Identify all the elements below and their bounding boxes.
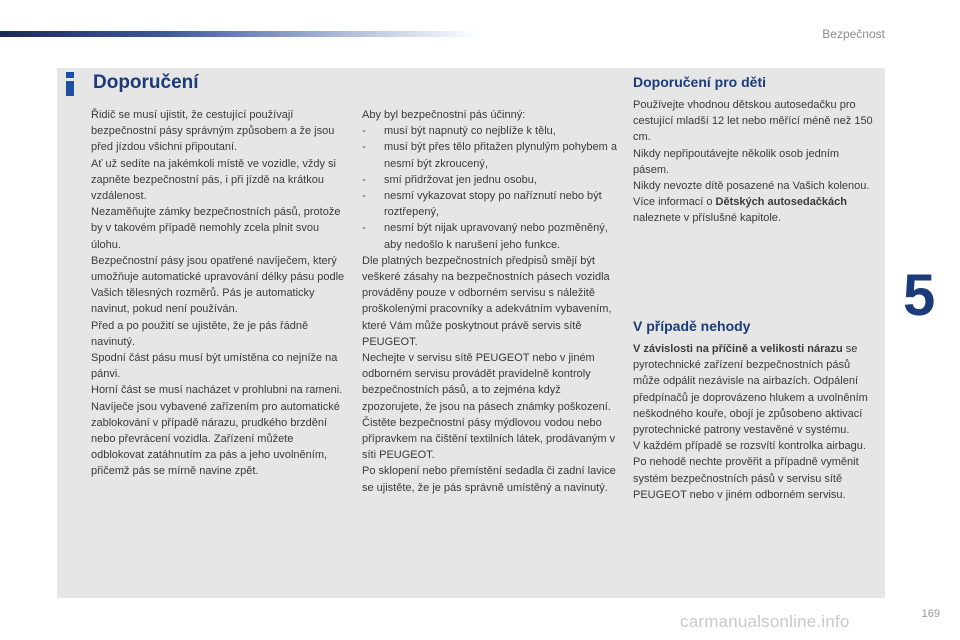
section-title: Bezpečnost bbox=[822, 27, 885, 41]
child-seats-reference: Dětských autosedačkách bbox=[715, 196, 847, 209]
recommendations-column-1 bbox=[91, 107, 346, 480]
list-dash: - bbox=[362, 190, 366, 203]
list-dash: - bbox=[362, 141, 366, 154]
accident-heading: V případě nehody bbox=[633, 318, 751, 334]
paragraph: V závislosti na příčině a velikosti nárazu se pyrotechnické zařízení bezpečnostních pásů může odpálit nezávisle na airbazích. Odpálení předpínačů je doprovázeno hlukem a uvolněním neškodného kouře, obojí je způsobeno aktivací pyrotechnické patrony vestavěné v systému. bbox=[633, 343, 868, 437]
chapter-number: 5 bbox=[903, 263, 936, 328]
accident-text bbox=[633, 341, 878, 503]
watermark: carmanualsonline.info bbox=[680, 612, 850, 631]
list-dash: - bbox=[362, 125, 366, 138]
paragraph: Dle platných bezpečnostních předpisů smějí být veškeré zásahy na bezpečnostních pásech vozidla prováděny pouze v odborném servisu s náležitě proškolenými pracovníky a adekvátním vybavením, které Vám může poskytnout právě servis sítě PEUGEOT. bbox=[362, 254, 612, 348]
header-accent-bar bbox=[0, 31, 480, 37]
paragraph: Před a po použití se ujistěte, že je pás řádně navinutý. bbox=[91, 319, 309, 348]
children-text bbox=[633, 97, 878, 227]
list-item: - musí být napnutý co nejblíže k tělu, bbox=[362, 123, 620, 139]
paragraph: Navíječe jsou vybavené zařízením pro automatické zablokování v případě nárazu, prudkého brzdění nebo převrácení vozidla. Zařízení můžete odblokovat zatáhnutím za pás a jeho uvolněním, přičemž pás se mírně navine zpět. bbox=[91, 400, 340, 478]
info-icon bbox=[66, 72, 74, 96]
list-item: - smí přidržovat jen jednu osobu, bbox=[362, 172, 620, 188]
list-dash: - bbox=[362, 222, 366, 235]
paragraph: V každém případě se rozsvítí kontrolka airbagu. bbox=[633, 440, 866, 453]
list-dash: - bbox=[362, 173, 366, 186]
paragraph: Po nehodě nechte prověřit a případně vyměnit systém bezpečnostních pásů v servisu sítě PEUGEOT nebo v jiném odborném servisu. bbox=[633, 456, 859, 501]
recommendations-column-2 bbox=[362, 107, 620, 496]
page-title: Doporučení bbox=[93, 72, 199, 93]
paragraph: Horní část se musí nacházet v prohlubni na rameni. bbox=[91, 384, 343, 397]
paragraph: Více informací o Dětských autosedačkách naleznete v příslušné kapitole. bbox=[633, 196, 847, 225]
paragraph: Ať už sedíte na jakémkoli místě ve vozidle, vždy si zapněte bezpečnostní pás, i při jízdě na krátkou vzdálenost. bbox=[91, 157, 337, 203]
paragraph: Spodní část pásu musí být umístěna co nejníže na pánvi. bbox=[91, 352, 338, 381]
paragraph: Čistěte bezpečnostní pásy mýdlovou vodou nebo přípravkem na čištění textilních látek, prodávaným v síti PEUGEOT. bbox=[362, 416, 616, 462]
children-heading: Doporučení pro děti bbox=[633, 74, 766, 90]
paragraph: Nikdy nevozte dítě posazené na Vašich kolenou. bbox=[633, 180, 870, 193]
paragraph: Používejte vhodnou dětskou autosedačku pro cestující mladší 12 let nebo měřící méně než 150 cm. bbox=[633, 99, 873, 144]
paragraph: Řidič se musí ujistit, že cestující používají bezpečnostní pásy správným způsobem a že jsou před jízdou všichni připoutaní. bbox=[91, 109, 335, 154]
paragraph: Nechejte v servisu sítě PEUGEOT nebo v jiném odborném servisu provádět pravidelně kontroly bezpečnostních pásů, a to zejména když zpozorujete, že jsou na pásech známky poškození. bbox=[362, 352, 611, 413]
list-item: - nesmí vykazovat stopy po naříznutí nebo být roztřepený, bbox=[362, 188, 620, 220]
list-item: - nesmí být nijak upravovaný nebo pozměněný, aby nedošlo k narušení jeho funkce. bbox=[362, 220, 620, 252]
paragraph: Nezaměňujte zámky bezpečnostních pásů, protože by v takovém případě nemohly zcela plnit svou úlohu. bbox=[91, 206, 341, 251]
list-item: - musí být přes tělo přitažen plynulým pohybem a nesmí být zkroucený, bbox=[362, 139, 620, 171]
list-intro: Aby byl bezpečnostní pás účinný: bbox=[362, 109, 526, 121]
paragraph: Nikdy nepřipoutávejte několik osob jedním pásem. bbox=[633, 147, 840, 176]
paragraph: Po sklopení nebo přemístění sedadla či zadní lavice se ujistěte, že je pás správně umístěný a navinutý. bbox=[362, 465, 616, 494]
paragraph: Bezpečnostní pásy jsou opatřené navíječem, který umožňuje automatické upravování délky pásu podle Vašich tělesných rozměrů. Pás je automaticky navinut, pokud není používán. bbox=[91, 254, 345, 316]
page-number: 169 bbox=[921, 608, 940, 620]
